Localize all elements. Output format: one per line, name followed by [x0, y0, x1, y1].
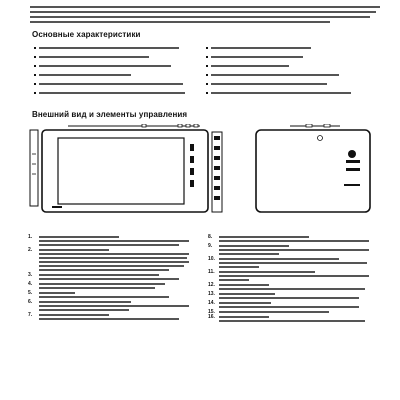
tablet-back-diagram [250, 124, 376, 216]
legend-number: 7. [28, 312, 33, 318]
legend-right [208, 236, 376, 325]
feature-item [206, 71, 356, 79]
legend-left [28, 236, 196, 323]
legend-number: 14. [208, 300, 215, 306]
legend-number: 2. [28, 247, 33, 253]
features-column-left [34, 44, 184, 98]
legend-number: 4. [28, 281, 33, 287]
legend-item [208, 245, 376, 255]
legend-number: 11. [208, 269, 215, 275]
legend-item [28, 236, 196, 246]
legend-item [208, 293, 376, 299]
legend-item [28, 292, 196, 298]
legend-item [208, 316, 376, 322]
legend-item [28, 283, 196, 289]
legend-number: 13. [208, 291, 215, 297]
legend-item [208, 258, 376, 268]
legend-item [208, 236, 376, 242]
legend-number: 1. [28, 234, 33, 240]
feature-item [34, 80, 184, 88]
intro-line [30, 16, 370, 18]
feature-item [34, 62, 184, 70]
legend-number: 12. [208, 282, 215, 288]
legend-number: 3. [28, 272, 33, 278]
intro-line [30, 11, 376, 13]
intro-line [30, 21, 330, 23]
legend-number: 15. [208, 309, 215, 315]
legend-number: 5. [28, 290, 33, 296]
tablet-front-diagram [28, 124, 226, 216]
intro-line [30, 6, 380, 8]
legend-number: 6. [28, 299, 33, 305]
feature-item [206, 53, 356, 61]
legend-number: 10. [208, 256, 215, 262]
legend-item [28, 274, 196, 280]
appearance-title: Внешний вид и элементы управления [32, 110, 188, 119]
features-column-right [206, 44, 356, 98]
features-title: Основные характеристики [32, 30, 141, 39]
feature-item [34, 89, 184, 97]
legend-number: 9. [208, 243, 213, 249]
feature-item [34, 71, 184, 79]
legend-item [208, 311, 376, 313]
legend-item [208, 302, 376, 308]
legend-number: 16. [208, 314, 215, 320]
legend-item [28, 301, 196, 311]
intro-paragraph [30, 6, 380, 26]
feature-item [206, 62, 356, 70]
legend-item [28, 314, 196, 320]
feature-item [206, 80, 356, 88]
feature-item [34, 44, 184, 52]
legend-number: 8. [208, 234, 213, 240]
feature-item [34, 53, 184, 61]
feature-item [206, 44, 356, 52]
legend-item [28, 249, 196, 271]
feature-item [206, 89, 356, 97]
legend-item [208, 271, 376, 281]
legend-item [208, 284, 376, 290]
